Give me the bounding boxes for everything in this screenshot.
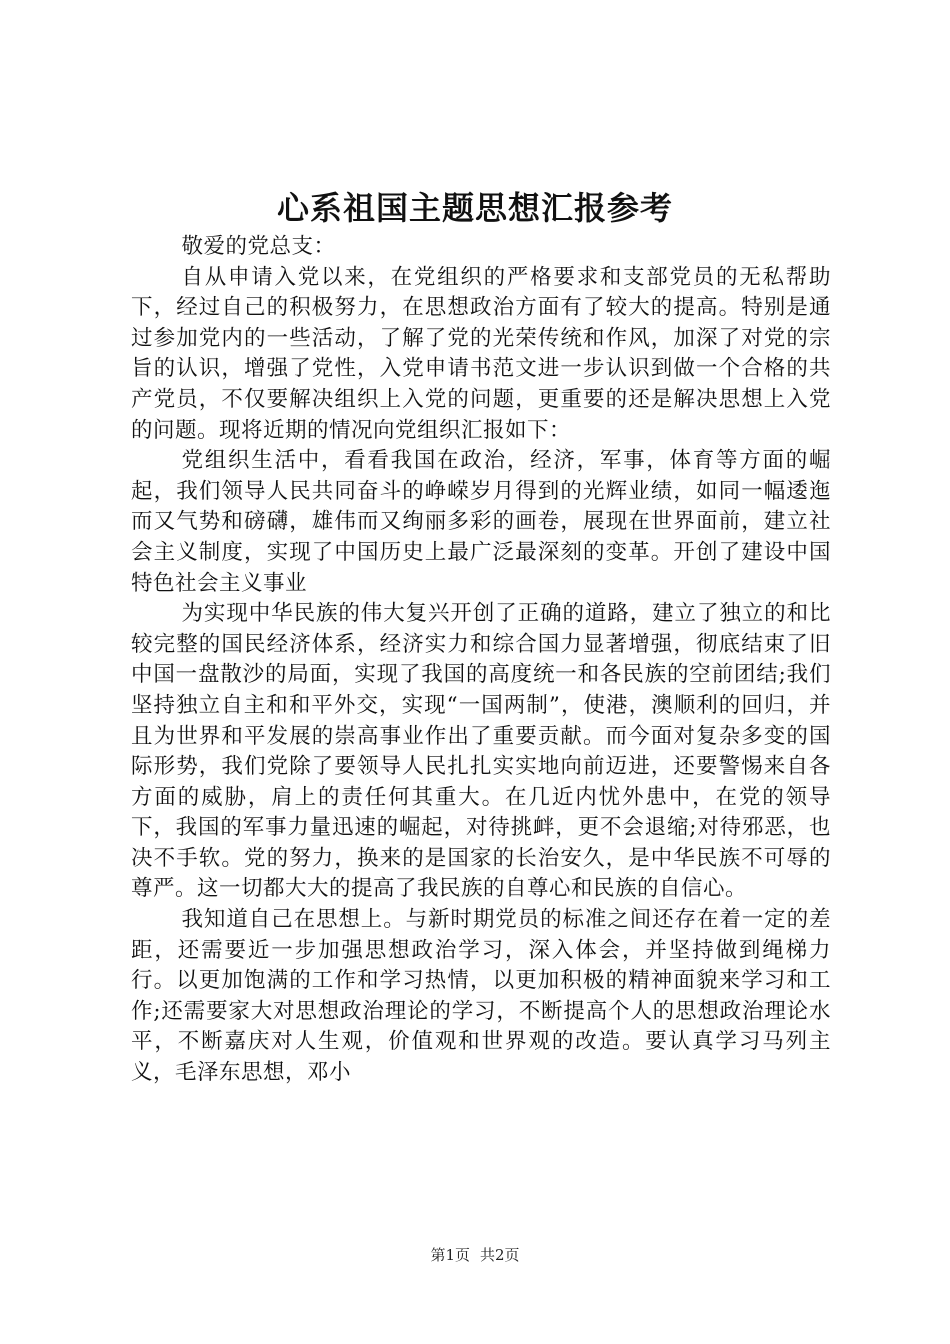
page-number: 第1页 [430, 1246, 470, 1264]
paragraph-2: 党组织生活中，看看我国在政治，经济，军事，体育等方面的崛起，我们领导人民共同奋斗的峥嵘岁月得到的光辉业绩，如同一幅逶迤而又气势和磅礴，雄伟而又绚丽多彩的画卷，展现在世界面前，建立社会主义制度，实现了中国历史上最广泛最深刻的变革。开创了建设中国特色社会主义事业 [131, 448, 831, 596]
paragraph-4: 我知道自己在思想上。与新时期党员的标准之间还存在着一定的差距，还需要近一步加强思想政治学习，深入体会，并坚持做到绳梯力行。以更加饱满的工作和学习热情，以更加积极的精神面貌来学习和工作;还需要家大对思想政治理论的学习，不断提高个人的思想政治理论水平，不断嘉庆对人生观，价值观和世界观的改造。要认真学习马列主义，毛泽东思想，邓小 [131, 907, 831, 1086]
document-body [131, 232, 831, 1089]
page-footer [0, 1245, 950, 1265]
salutation: 敬爱的党总支： [181, 234, 336, 259]
page-total: 共2页 [480, 1246, 520, 1264]
paragraph-1: 自从申请入党以来，在党组织的严格要求和支部党员的无私帮助下，经过自己的积极努力，在思想政治方面有了较大的提高。特别是通过参加党内的一些活动，了解了党的光荣传统和作风，加深了对党的宗旨的认识，增强了党性，入党申请书范文进一步认识到做一个合格的共产党员，不仅要解决组织上入党的问题，更重要的还是解决思想上入党的问题。现将近期的情况向党组织汇报如下： [131, 264, 831, 443]
document-title: 心系祖国主题思想汇报参考 [276, 189, 673, 227]
paragraph-3: 为实现中华民族的伟大复兴开创了正确的道路，建立了独立的和比较完整的国民经济体系，经济实力和综合国力显著增强，彻底结束了旧中国一盘散沙的局面，实现了我国的高度统一和各民族的空前团结;我们坚持独立自主和和平外交，实现“一国两制”，使港，澳顺利的回归，并且为世界和平发展的崇高事业作出了重要贡献。而今面对复杂多变的国际形势，我们党除了要领导人民扎扎实实地向前迈进，还要警惕来自各方面的威胁，肩上的责任何其重大。在几近内忧外患中，在党的领导下，我国的军事力量迅速的崛起，对待挑衅，更不会退缩;对待邪恶，也决不手软。党的努力，换来的是国家的长治安久，是中华民族不可辱的尊严。这一切都大大的提高了我民族的自尊心和民族的自信心。 [131, 601, 831, 902]
